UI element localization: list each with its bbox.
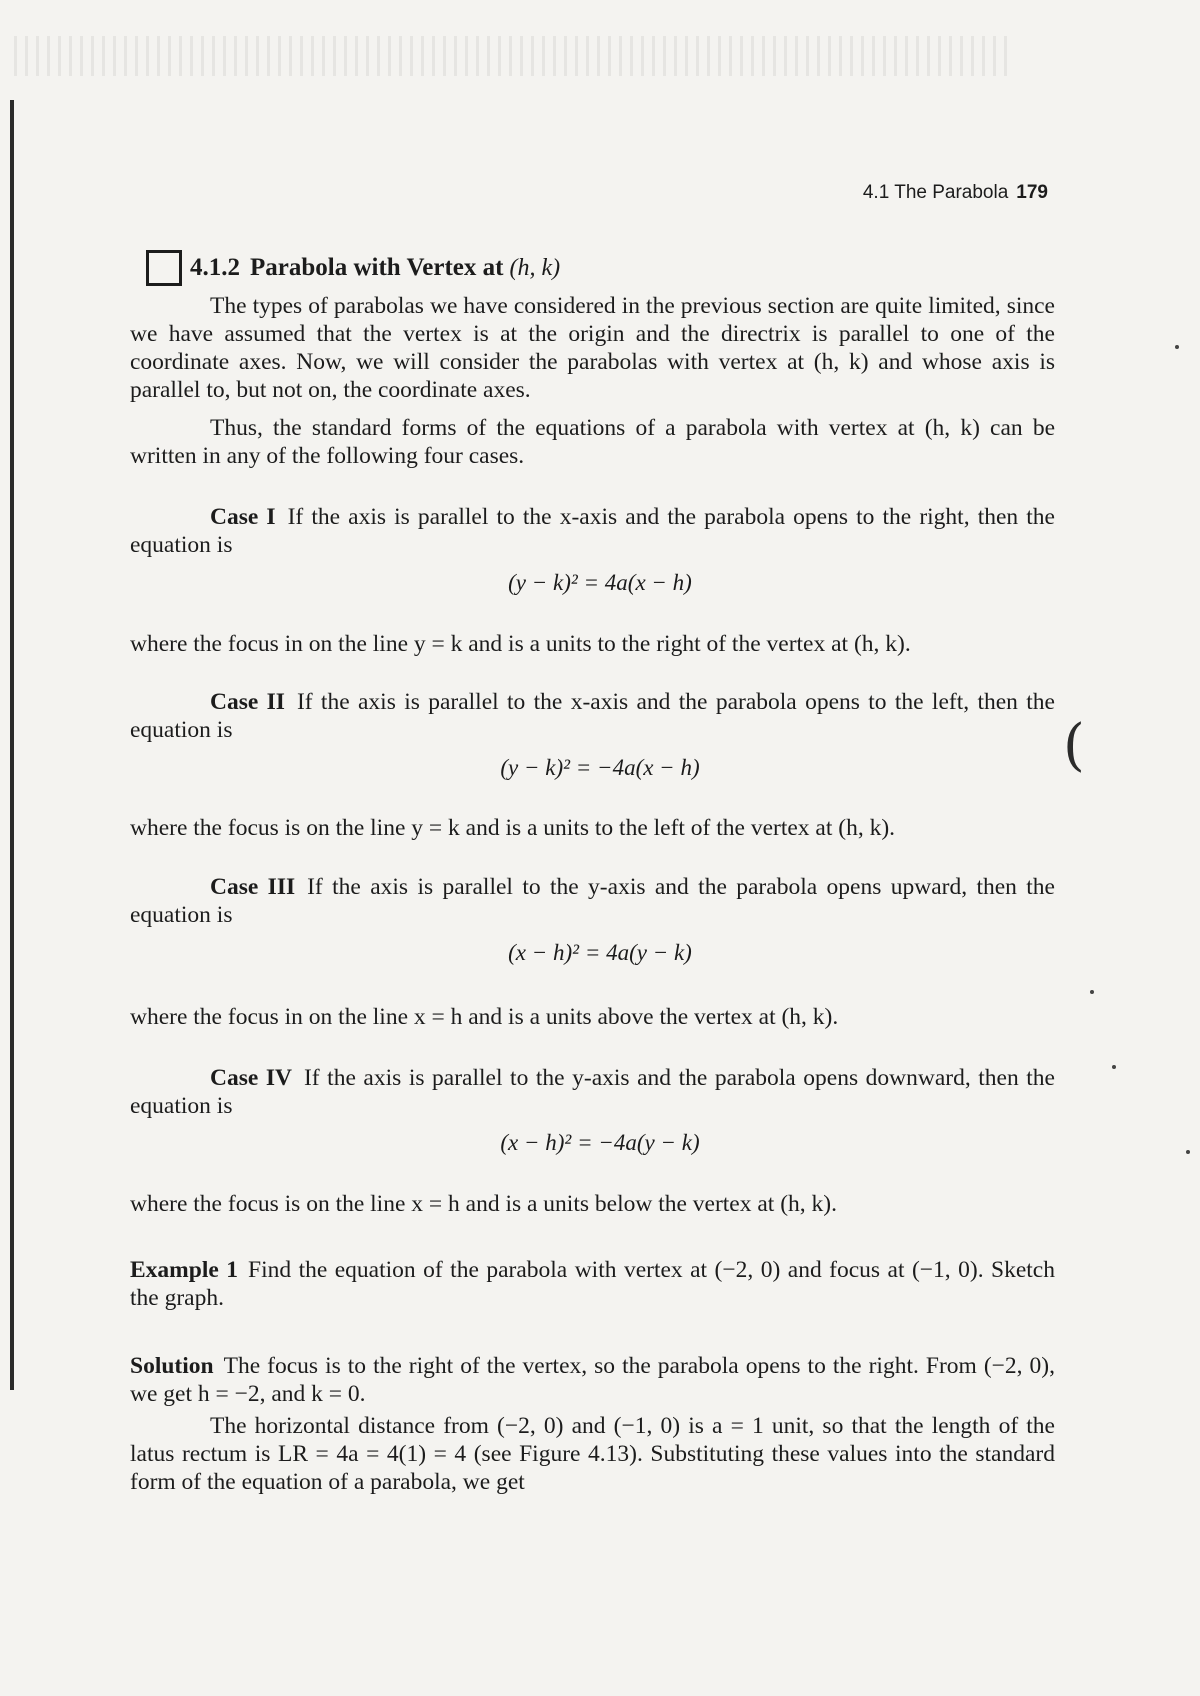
case-1-equation: (y − k)² = 4a(x − h) bbox=[508, 570, 692, 595]
book-spine-shadow bbox=[10, 100, 14, 1390]
solution-continued: The horizontal distance from (−2, 0) and (−1, 0) is a = 1 unit, so that the length of the latus rectum is LR = 4a = 4(1) = 4 (see Figure 4.13). Substituting these values into the standard form of the equation of a parabola, we get bbox=[130, 1413, 1055, 1495]
paragraph-standard-forms: Thus, the standard forms of the equations of a parabola with vertex at (h, k) can be written in any of the following four cases. bbox=[130, 415, 1055, 469]
case-2-intro bbox=[130, 688, 1055, 744]
case-2-label: Case II bbox=[210, 689, 285, 715]
section-heading bbox=[146, 250, 560, 286]
solution-label: Solution bbox=[130, 1353, 214, 1379]
case-1-label: Case I bbox=[210, 504, 276, 530]
case-4-intro-text: If the axis is parallel to the y-axis and the parabola opens downward, then the equation is bbox=[130, 1065, 1055, 1119]
case-1-intro-text: If the axis is parallel to the x-axis and the parabola opens to the right, then the equation is bbox=[130, 504, 1055, 558]
page-speck bbox=[1175, 345, 1179, 349]
example-label: Example 1 bbox=[130, 1257, 238, 1283]
page-speck bbox=[1186, 1150, 1190, 1154]
case-1-intro bbox=[130, 503, 1055, 559]
page-speck bbox=[1090, 990, 1094, 994]
running-head-section: 4.1 The Parabola bbox=[862, 182, 1009, 203]
case-3-intro bbox=[130, 873, 1055, 929]
case-3-note: where the focus in on the line x = h and is a units above the vertex at (h, k). bbox=[130, 1004, 839, 1030]
solution bbox=[130, 1352, 1055, 1408]
example-1 bbox=[130, 1256, 1055, 1312]
case-2-equation: (y − k)² = −4a(x − h) bbox=[500, 755, 700, 780]
running-head bbox=[863, 182, 1048, 204]
margin-pencil-mark: ( bbox=[1063, 713, 1085, 778]
page-speck bbox=[1112, 1065, 1116, 1069]
case-1-note: where the focus in on the line y = k and is a units to the right of the vertex at (h, k). bbox=[130, 631, 911, 657]
case-4-label: Case IV bbox=[210, 1065, 292, 1091]
section-number: 4.1.2 bbox=[190, 254, 240, 281]
case-3-label: Case III bbox=[210, 874, 296, 900]
page-number: 179 bbox=[1016, 182, 1048, 203]
section-vertex: (h, k) bbox=[509, 254, 561, 281]
case-3-intro-text: If the axis is parallel to the y-axis and the parabola opens upward, then the equation is bbox=[130, 874, 1055, 928]
page-scuff-marks bbox=[14, 36, 1014, 76]
case-4-intro bbox=[130, 1064, 1055, 1120]
case-4-note: where the focus is on the line x = h and is a units below the vertex at (h, k). bbox=[130, 1191, 837, 1217]
solution-text: The focus is to the right of the vertex, so the parabola opens to the right. From (−2, 0), we get h = −2, and k = 0. bbox=[130, 1353, 1055, 1407]
paragraph-intro: The types of parabolas we have considered in the previous section are quite limited, since we have assumed that the vertex is at the origin and the directrix is parallel to one of the coordinate axes. Now, we will consider the parabolas with vertex at (h, k) and whose axis is parallel to, but not on, the coordinate axes. bbox=[130, 293, 1055, 403]
section-title: Parabola with Vertex at bbox=[250, 254, 504, 281]
case-3-equation: (x − h)² = 4a(y − k) bbox=[508, 940, 692, 965]
example-text: Find the equation of the parabola with vertex at (−2, 0) and focus at (−1, 0). Sketch the graph. bbox=[130, 1257, 1055, 1311]
checkbox-icon bbox=[146, 250, 182, 286]
case-2-intro-text: If the axis is parallel to the x-axis and the parabola opens to the left, then the equation is bbox=[130, 689, 1055, 743]
case-4-equation: (x − h)² = −4a(y − k) bbox=[500, 1130, 700, 1155]
case-2-note: where the focus is on the line y = k and is a units to the left of the vertex at (h, k). bbox=[130, 815, 896, 841]
